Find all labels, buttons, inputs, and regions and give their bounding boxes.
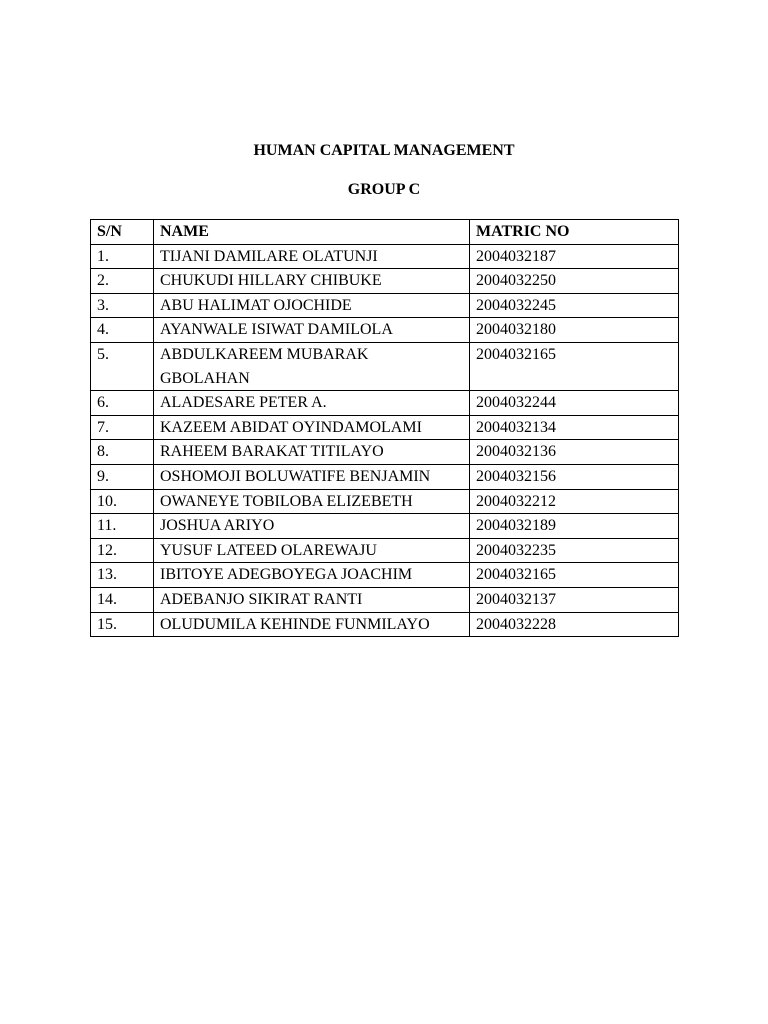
- cell-matric-no: 2004032187: [470, 244, 679, 269]
- cell-name: ABU HALIMAT OJOCHIDE: [154, 293, 470, 318]
- cell-name: ALADESARE PETER A.: [154, 391, 470, 416]
- cell-sn: 5.: [91, 342, 154, 390]
- cell-sn: 10.: [91, 489, 154, 514]
- table-row: [91, 612, 679, 637]
- table-row: [91, 244, 679, 269]
- cell-sn: 3.: [91, 293, 154, 318]
- cell-matric-no: 2004032244: [470, 391, 679, 416]
- table-row: [91, 293, 679, 318]
- table-row: [91, 563, 679, 588]
- table-row: [91, 318, 679, 343]
- cell-name: CHUKUDI HILLARY CHIBUKE: [154, 269, 470, 294]
- header-sn: S/N: [91, 220, 154, 245]
- student-table: [90, 219, 679, 637]
- cell-sn: 14.: [91, 587, 154, 612]
- group-title: GROUP C: [347, 181, 421, 198]
- table-row: [91, 415, 679, 440]
- cell-name: JOSHUA ARIYO: [154, 514, 470, 539]
- cell-sn: 9.: [91, 464, 154, 489]
- cell-matric-no: 2004032165: [470, 342, 679, 390]
- cell-sn: 13.: [91, 563, 154, 588]
- cell-sn: 11.: [91, 514, 154, 539]
- cell-matric-no: 2004032156: [470, 464, 679, 489]
- header-matric-no: MATRIC NO: [470, 220, 679, 245]
- cell-name: ABDULKAREEM MUBARAK GBOLAHAN: [154, 342, 470, 390]
- cell-matric-no: 2004032136: [470, 440, 679, 465]
- cell-matric-no: 2004032212: [470, 489, 679, 514]
- cell-sn: 2.: [91, 269, 154, 294]
- table-row: [91, 342, 679, 390]
- cell-name: ADEBANJO SIKIRAT RANTI: [154, 587, 470, 612]
- cell-name: OWANEYE TOBILOBA ELIZEBETH: [154, 489, 470, 514]
- cell-name: IBITOYE ADEGBOYEGA JOACHIM: [154, 563, 470, 588]
- cell-sn: 4.: [91, 318, 154, 343]
- cell-name: AYANWALE ISIWAT DAMILOLA: [154, 318, 470, 343]
- cell-name: OSHOMOJI BOLUWATIFE BENJAMIN: [154, 464, 470, 489]
- cell-matric-no: 2004032189: [470, 514, 679, 539]
- table-row: [91, 440, 679, 465]
- table-header-row: [91, 220, 679, 245]
- cell-name: TIJANI DAMILARE OLATUNJI: [154, 244, 470, 269]
- cell-sn: 8.: [91, 440, 154, 465]
- cell-sn: 12.: [91, 538, 154, 563]
- cell-matric-no: 2004032228: [470, 612, 679, 637]
- cell-name: OLUDUMILA KEHINDE FUNMILAYO: [154, 612, 470, 637]
- cell-matric-no: 2004032137: [470, 587, 679, 612]
- cell-name: YUSUF LATEED OLAREWAJU: [154, 538, 470, 563]
- table-row: [91, 587, 679, 612]
- table-row: [91, 489, 679, 514]
- table-body: [91, 244, 679, 637]
- cell-matric-no: 2004032134: [470, 415, 679, 440]
- cell-name: KAZEEM ABIDAT OYINDAMOLAMI: [154, 415, 470, 440]
- cell-sn: 7.: [91, 415, 154, 440]
- cell-sn: 1.: [91, 244, 154, 269]
- cell-matric-no: 2004032165: [470, 563, 679, 588]
- cell-matric-no: 2004032250: [470, 269, 679, 294]
- cell-matric-no: 2004032245: [470, 293, 679, 318]
- cell-matric-no: 2004032180: [470, 318, 679, 343]
- cell-name: RAHEEM BARAKAT TITILAYO: [154, 440, 470, 465]
- cell-sn: 6.: [91, 391, 154, 416]
- header-name: NAME: [154, 220, 470, 245]
- cell-sn: 15.: [91, 612, 154, 637]
- table-row: [91, 514, 679, 539]
- table-row: [91, 391, 679, 416]
- document-title: HUMAN CAPITAL MANAGEMENT: [253, 142, 515, 159]
- table-row: [91, 538, 679, 563]
- table-row: [91, 464, 679, 489]
- cell-matric-no: 2004032235: [470, 538, 679, 563]
- table-row: [91, 269, 679, 294]
